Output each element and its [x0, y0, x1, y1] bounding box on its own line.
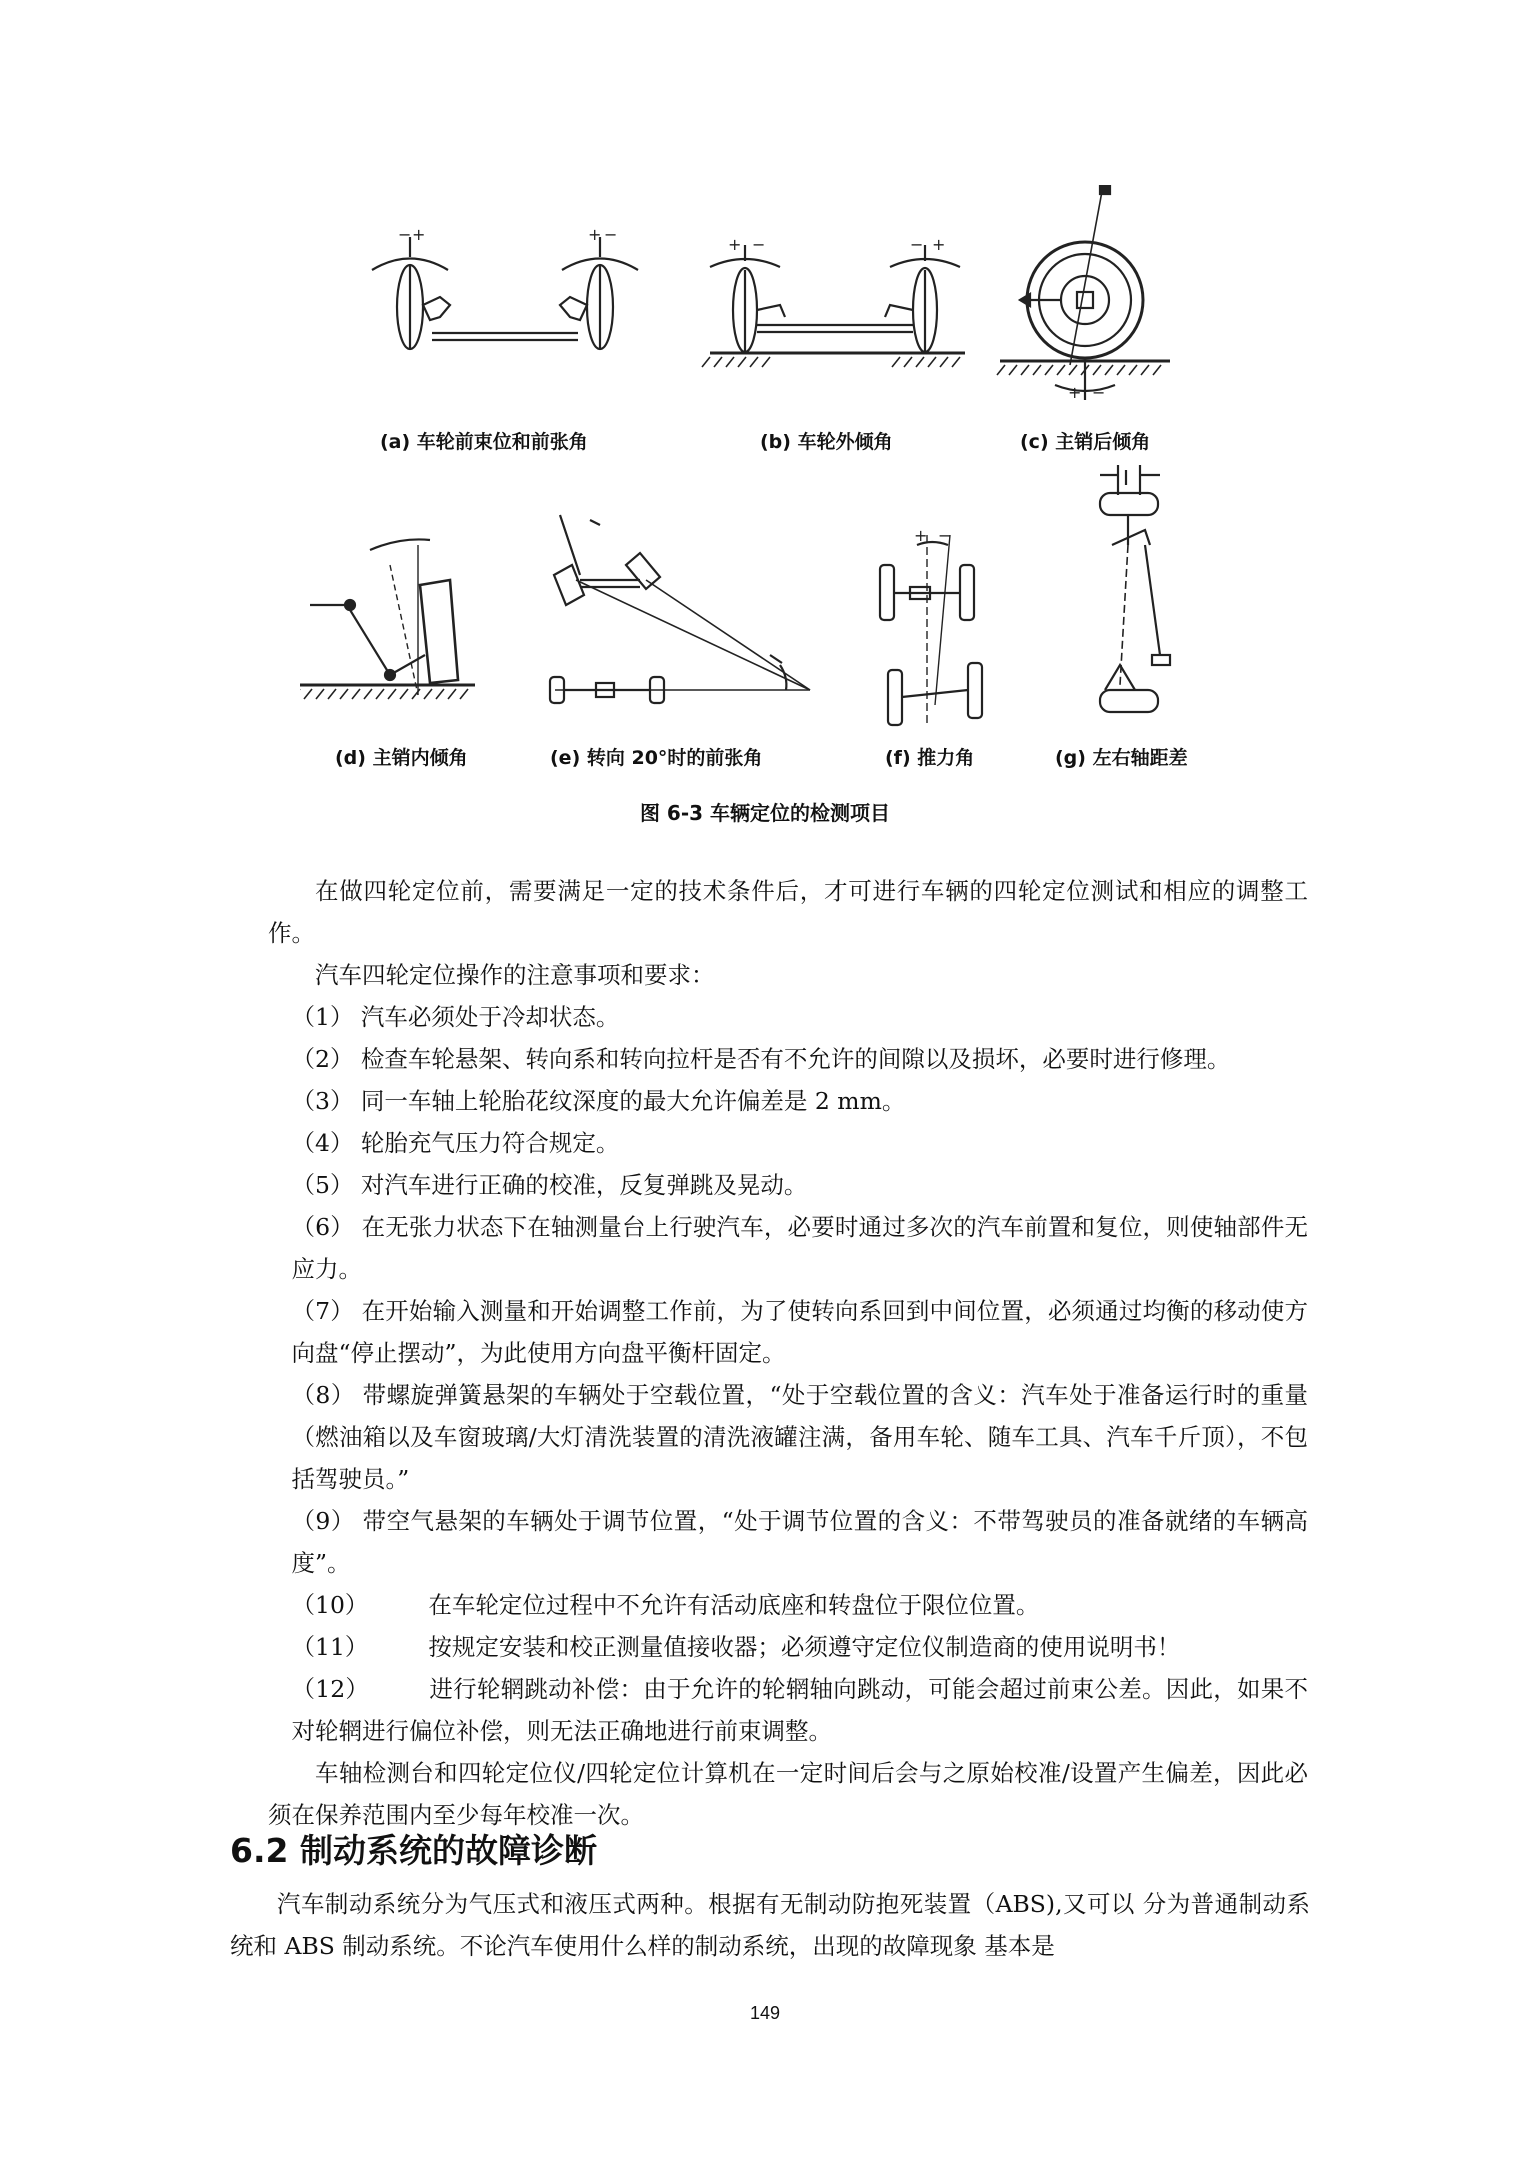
diagram-c-caster [997, 185, 1170, 400]
notes-title: 汽车四轮定位操作的注意事项和要求： [315, 961, 715, 989]
sign-plus-c: + [1068, 383, 1082, 402]
sign-minus-a1: − [398, 225, 412, 244]
list-item-number: （10） [291, 1591, 369, 1619]
list-item-text: 在车轮定位过程中不允许有活动底座和转盘位于限位位置。 [428, 1591, 1040, 1619]
list-item: （3） 同一车轴上轮胎花纹深度的最大允许偏差是 2 mm。 [291, 1087, 906, 1115]
list-item [268, 1668, 1308, 1752]
diagram-d-kingpin [300, 539, 475, 699]
section-heading: 6.2 制动系统的故障诊断 [230, 1831, 597, 1870]
caption-e: (e) 转向 20°时的前张角 [550, 747, 763, 769]
caption-g: (g) 左右轴距差 [1055, 747, 1188, 769]
caption-c: (c) 主销后倾角 [1020, 431, 1151, 453]
sign-plus-b1: + [728, 235, 742, 254]
list-item: （7） 在开始输入测量和开始调整工作前，为了使转向系回到中间位置，必须通过均衡的移动使方向盘“停止摆动”，为此使用方向盘平衡杆固定。 [291, 1297, 1308, 1367]
diagram-f-thrust [880, 535, 982, 725]
list-item: （8） 带螺旋弹簧悬架的车辆处于空载位置，“处于空载位置的含义：汽车处于准备运行时的重量（燃油箱以及车窗玻璃/大灯清洗装置的清洗液罐注满，备用车轮、随车工具、汽车千斤顶），不包括驾驶员。” [291, 1381, 1308, 1493]
caption-b: (b) 车轮外倾角 [760, 431, 893, 453]
section-paragraph: 汽车制动系统分为气压式和液压式两种。根据有无制动防抱死装置（ABS),又可以 分为普通制动系统和 ABS 制动系统。不论汽车使用什么样的制动系统，出现的故障现象 基本是 [230, 1890, 1310, 1960]
diagram-g-wheelbase [1100, 465, 1170, 712]
sign-minus-b1: − [752, 235, 766, 254]
list-item: （1） 汽车必须处于冷却状态。 [291, 1003, 620, 1031]
list-item: （4） 轮胎充气压力符合规定。 [291, 1129, 620, 1157]
diagram-b-camber [702, 245, 965, 367]
figure-6-3 [300, 185, 1250, 845]
list-item-text: 进行轮辋跳动补偿：由于允许的轮辋轴向跳动，可能会超过前束公差。因此，如果不对轮辋进行偏位补偿，则无法正确地进行前束调整。 [291, 1675, 1309, 1745]
list-item [268, 1584, 1308, 1626]
section-body [230, 1883, 1310, 1967]
sign-plus-a2: + [588, 225, 602, 244]
list-item-number: （12） [291, 1675, 370, 1703]
page-number: 149 [749, 2003, 781, 2023]
list-item: （5） 对汽车进行正确的校准，反复弹跳及晃动。 [291, 1171, 808, 1199]
list-item-text: 按规定安装和校正测量值接收器；必须遵守定位仪制造商的使用说明书！ [428, 1633, 1181, 1661]
intro-paragraph: 在做四轮定位前，需要满足一定的技术条件后，才可进行车辆的四轮定位测试和相应的调整工作。 [268, 877, 1308, 947]
sign-minus-c: − [1092, 383, 1106, 402]
sign-plus-f: + [914, 526, 928, 545]
figure-title: 图 6-3 车辆定位的检测项目 [639, 801, 891, 825]
list-item: （9） 带空气悬架的车辆处于调节位置，“处于调节位置的含义：不带驾驶员的准备就绪的车辆高度”。 [291, 1507, 1308, 1577]
sign-plus-a1: + [412, 225, 426, 244]
caption-f: (f) 推力角 [885, 747, 975, 769]
body-text [268, 870, 1308, 1836]
list-item [268, 1626, 1308, 1668]
sign-minus-a2: − [604, 225, 618, 244]
caption-a: (a) 车轮前束位和前张角 [380, 431, 588, 453]
closing-paragraph: 车轴检测台和四轮定位仪/四轮定位计算机在一定时间后会与之原始校准/设置产生偏差，因此必须在保养范围内至少每年校准一次。 [268, 1759, 1308, 1829]
sign-minus-b2: − [910, 235, 924, 254]
list-item: （6） 在无张力状态下在轴测量台上行驶汽车，必要时通过多次的汽车前置和复位，则使轴部件无应力。 [291, 1213, 1308, 1283]
list-item-number: （11） [291, 1633, 369, 1661]
list-item: （2） 检查车轮悬架、转向系和转向拉杆是否有不允许的间隙以及损坏，必要时进行修理。 [291, 1045, 1231, 1073]
sign-plus-b2: + [932, 235, 946, 254]
diagram-e-toe-out-turns [550, 515, 810, 703]
caption-d: (d) 主销内倾角 [335, 747, 468, 769]
diagram-a-toe [372, 237, 638, 349]
sign-minus-f: − [938, 526, 952, 545]
